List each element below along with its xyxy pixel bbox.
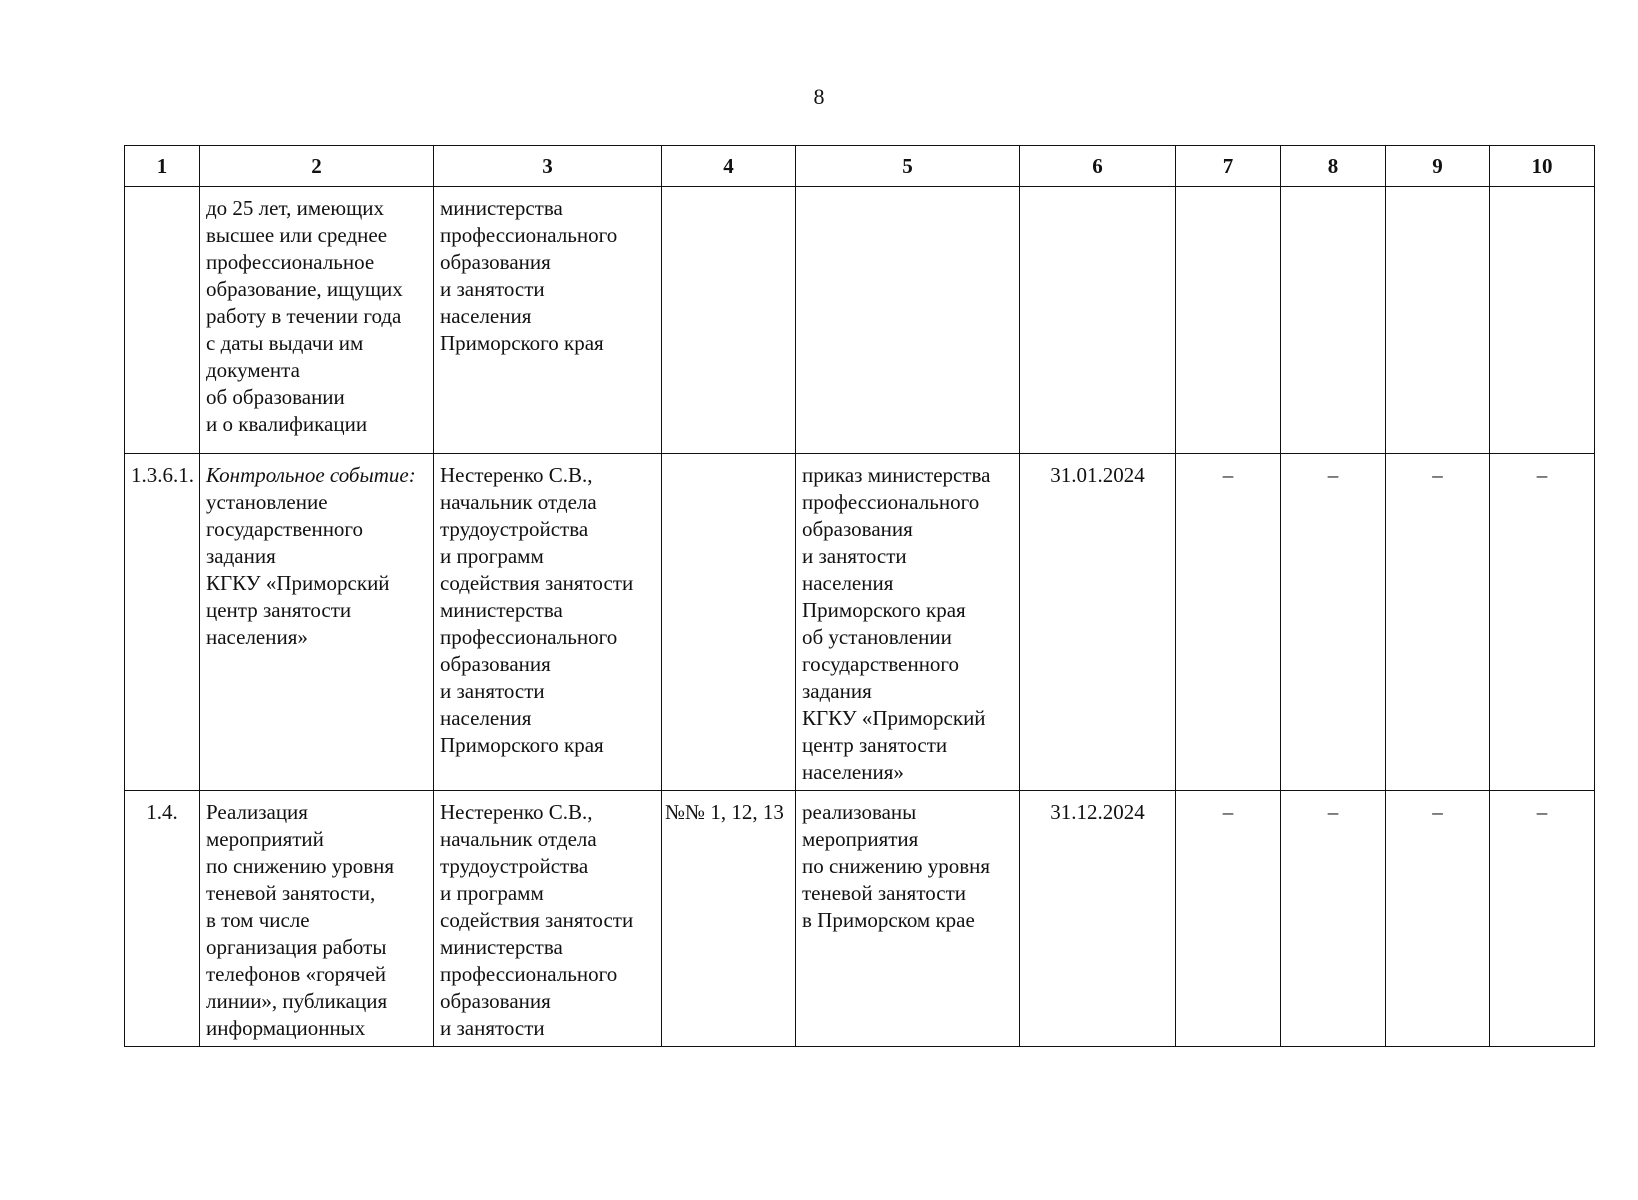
date-cell: 31.01.2024 [1020,454,1176,791]
column-header: 9 [1386,146,1490,187]
col9-cell [1386,187,1490,454]
table-row [125,454,1595,791]
col10-cell: – [1490,454,1595,791]
table-row [125,791,1595,1047]
row-number: 1.4. [125,791,200,1047]
reference-cell [662,454,796,791]
page-number: 8 [813,84,825,109]
activity-name-text: Реализация мероприятий по снижению уровня теневой занятости, в том числе организация работы телефонов «горячей линии», публикация информационных [206,800,395,1040]
col7-cell: – [1176,791,1281,1047]
reference-cell: №№ 1, 12, 13 [662,791,796,1047]
activity-name-text: установление государственного задания КГКУ «Приморский центр занятости населения» [206,490,390,649]
responsible-cell: Нестеренко С.В., начальник отдела трудоустройства и программ содействия занятости министерства профессионального образования и занятости населения Приморского края [434,454,662,791]
col8-cell: – [1281,791,1386,1047]
col8-cell: – [1281,454,1386,791]
date-cell: 31.12.2024 [1020,791,1176,1047]
activity-name-text: до 25 лет, имеющих высшее или среднее профессиональное образование, ищущих работу в течении года с даты выдачи им документа об образовании и о квалификации [206,196,403,436]
col7-cell: – [1176,454,1281,791]
activity-name [200,187,434,454]
header-row [125,146,1595,187]
responsible-cell: Нестеренко С.В., начальник отдела трудоустройства и программ содействия занятости министерства профессионального образования и занятости [434,791,662,1047]
column-header: 1 [125,146,200,187]
col9-cell: – [1386,791,1490,1047]
col9-cell: – [1386,454,1490,791]
column-header: 6 [1020,146,1176,187]
table-row [125,187,1595,454]
col8-cell [1281,187,1386,454]
col10-cell [1490,187,1595,454]
column-header: 8 [1281,146,1386,187]
row-number: 1.3.6.1. [125,454,200,791]
activity-name [200,791,434,1047]
column-header: 5 [796,146,1020,187]
column-header: 2 [200,146,434,187]
result-cell [796,187,1020,454]
row-number [125,187,200,454]
plan-table [124,145,1595,1047]
column-header: 10 [1490,146,1595,187]
result-cell: реализованы мероприятия по снижению уровня теневой занятости в Приморском крае [796,791,1020,1047]
date-cell [1020,187,1176,454]
activity-name [200,454,434,791]
col10-cell: – [1490,791,1595,1047]
activity-name-italic: Контрольное событие: [206,463,416,487]
column-header: 3 [434,146,662,187]
column-header: 7 [1176,146,1281,187]
responsible-cell: министерства профессионального образования и занятости населения Приморского края [434,187,662,454]
column-header: 4 [662,146,796,187]
reference-cell [662,187,796,454]
col7-cell [1176,187,1281,454]
result-cell: приказ министерства профессионального образования и занятости населения Приморского края об установлении государственного задания КГКУ «Приморский центр занятости населения» [796,454,1020,791]
